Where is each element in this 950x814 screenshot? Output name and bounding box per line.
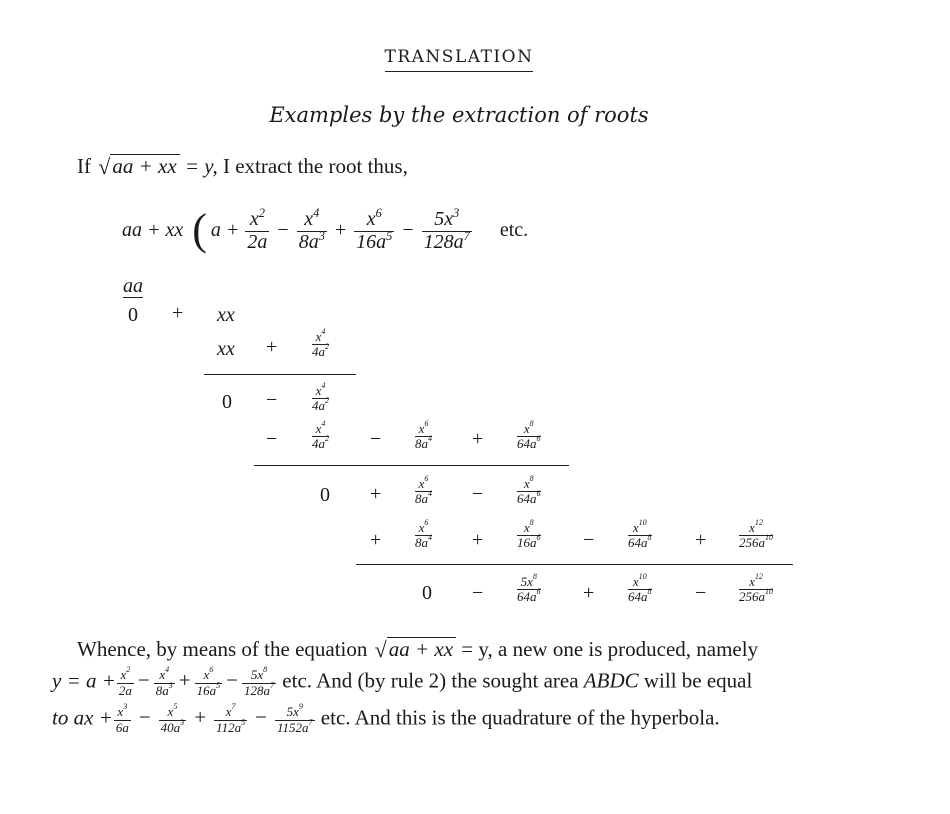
division-row3-xx: xx bbox=[217, 338, 235, 360]
closing-text-2b: will be equal bbox=[643, 668, 753, 693]
closing-line-1 bbox=[77, 636, 758, 662]
div-x6-8a4-a: $x^6$ $8a^4$ bbox=[415, 419, 433, 452]
division-rule-2 bbox=[254, 465, 569, 466]
sqrt-icon: √ bbox=[374, 637, 387, 662]
plus-sign: + bbox=[472, 529, 484, 551]
fraction: $\frac{x^7}{112a^5}$ bbox=[216, 702, 246, 735]
intro-prefix: If bbox=[77, 154, 91, 178]
minus-sign: − bbox=[695, 582, 707, 604]
fraction: $\frac{x^5}{40a^3}$ bbox=[160, 702, 185, 735]
division-bracket-icon: ( bbox=[192, 205, 207, 254]
division-rule-3 bbox=[356, 564, 793, 565]
plus-sign: + bbox=[370, 529, 382, 551]
fraction: $\frac{x^3}{6a}$ bbox=[115, 702, 129, 735]
minus-sign: − bbox=[472, 582, 484, 604]
plus-sign: + bbox=[583, 582, 595, 604]
div-x12-256a10-b: $x^{12}$ $256a^{10}$ bbox=[739, 572, 774, 605]
closing-line-2: y = a + $\frac{x^2}{2a}$ − $\frac{x^4}{8a^3}$ + $\frac{x^6}{16a^5}$ − $\frac{5x^8}{128a^7}$ etc. And (by rule 2) the sought area ABDC will be equal bbox=[52, 665, 753, 698]
division-row2-zero: 0 bbox=[128, 304, 138, 326]
section-heading bbox=[0, 47, 918, 72]
closing-prefix-3: to ax + bbox=[52, 705, 113, 730]
section-subtitle: Examples by the extraction of roots bbox=[269, 103, 649, 127]
div-5x8-64a6: $5x^8$ $64a^6$ bbox=[517, 572, 541, 605]
fraction: $\frac{x^6}{16a^5}$ bbox=[196, 665, 221, 698]
fraction: $\frac{x^4}{8a^3}$ bbox=[155, 665, 173, 698]
intro-suffix: I extract the root thus, bbox=[222, 154, 408, 178]
fraction: $\frac{x^2}{2a}$ bbox=[118, 665, 132, 698]
division-row3-plus: + bbox=[266, 336, 278, 358]
div-x4-4a2-a: $x^4$ $4a^2$ bbox=[312, 327, 330, 360]
closing-text-1b: = y, a new one is produced, namely bbox=[461, 637, 759, 661]
closing-area: ABDC bbox=[583, 668, 639, 693]
div-x4-4a2-c: $x^4$ $4a^2$ bbox=[312, 419, 330, 452]
intro-radicand: aa + xx bbox=[110, 154, 179, 177]
quotient-etc: etc. bbox=[499, 219, 529, 241]
closing-line-3: to ax + $\frac{x^3}{6a}$ − $\frac{x^5}{40a^3}$ + $\frac{x^7}{112a^5}$ − $\frac{5x^9}{1152a^7}$ etc. And this is the quadrature of the hyperbola. bbox=[52, 702, 720, 735]
dividend: aa + xx bbox=[122, 219, 184, 241]
plus-sign: + bbox=[370, 483, 382, 505]
div-x10-64a8-b: $x^{10}$ $64a^8$ bbox=[628, 572, 652, 605]
minus-sign: − bbox=[266, 389, 278, 411]
div-x6-8a4-c: $x^6$ $8a^4$ bbox=[415, 518, 433, 551]
division-zero-1: 0 bbox=[222, 391, 232, 413]
closing-text-3: etc. And this is the quadrature of the hyperbola. bbox=[320, 705, 720, 730]
closing-text-1a: Whence, by means of the equation bbox=[77, 637, 368, 661]
root-expression: aa + xx ( a + $\frac{x^2}{2a}$ − $\frac{x^4}{8a^3}$ + $\frac{x^6}{16a^5}$ − $\frac{5x^3}{128a^7}$ etc. bbox=[122, 205, 529, 254]
closing-radicand: aa + xx bbox=[387, 637, 456, 660]
closing-text-2a: etc. And (by rule 2) the sought area bbox=[282, 668, 579, 693]
minus-sign: − bbox=[472, 483, 484, 505]
division-aa: aa bbox=[123, 275, 143, 297]
div-x6-8a4-b: $x^6$ $8a^4$ bbox=[415, 474, 433, 507]
div-x12-256a10-a: $x^{12}$ $256a^{10}$ bbox=[739, 518, 774, 551]
plus-sign: + bbox=[695, 529, 707, 551]
closing-prefix-2: y = a + bbox=[52, 668, 116, 693]
intro-line bbox=[77, 153, 408, 179]
fraction: $\frac{5x^8}{128a^7}$ bbox=[244, 665, 275, 698]
term-x4-8a3: $\frac{x^4}{8a^3}$ bbox=[298, 206, 325, 254]
division-row2-xx: xx bbox=[217, 304, 235, 326]
fraction: $\frac{5x^9}{1152a^7}$ bbox=[276, 702, 313, 735]
term-x6-16a5: $\frac{x^6}{16a^5}$ bbox=[356, 206, 393, 254]
div-x8-64a6-b: $x^8$ $64a^6$ bbox=[517, 474, 541, 507]
division-rule-1 bbox=[204, 374, 356, 375]
division-zero-3: 0 bbox=[422, 582, 432, 604]
minus-sign: − bbox=[266, 428, 278, 450]
plus-sign: + bbox=[472, 428, 484, 450]
division-row2-plus: + bbox=[172, 302, 184, 324]
sqrt-icon: √ bbox=[98, 154, 111, 179]
minus-sign: − bbox=[370, 428, 382, 450]
minus-sign: − bbox=[583, 529, 595, 551]
term-x2-2a: $\frac{x^2}{2a}$ bbox=[247, 206, 268, 254]
division-zero-2: 0 bbox=[320, 484, 330, 506]
div-x4-4a2-b: $x^4$ $4a^2$ bbox=[312, 381, 330, 414]
quotient-first-term: a + bbox=[210, 219, 240, 241]
intro-equals: = y, bbox=[184, 154, 218, 178]
heading-text: TRANSLATION bbox=[385, 47, 534, 72]
term-5x3-128a7: $\frac{5x^3}{128a^7}$ bbox=[423, 206, 470, 254]
div-x8-64a6-a: $x^8$ $64a^6$ bbox=[517, 419, 541, 452]
div-x10-64a8-a: $x^{10}$ $64a^8$ bbox=[628, 518, 652, 551]
div-x8-16a6: $x^8$ $16a^6$ bbox=[517, 518, 541, 551]
